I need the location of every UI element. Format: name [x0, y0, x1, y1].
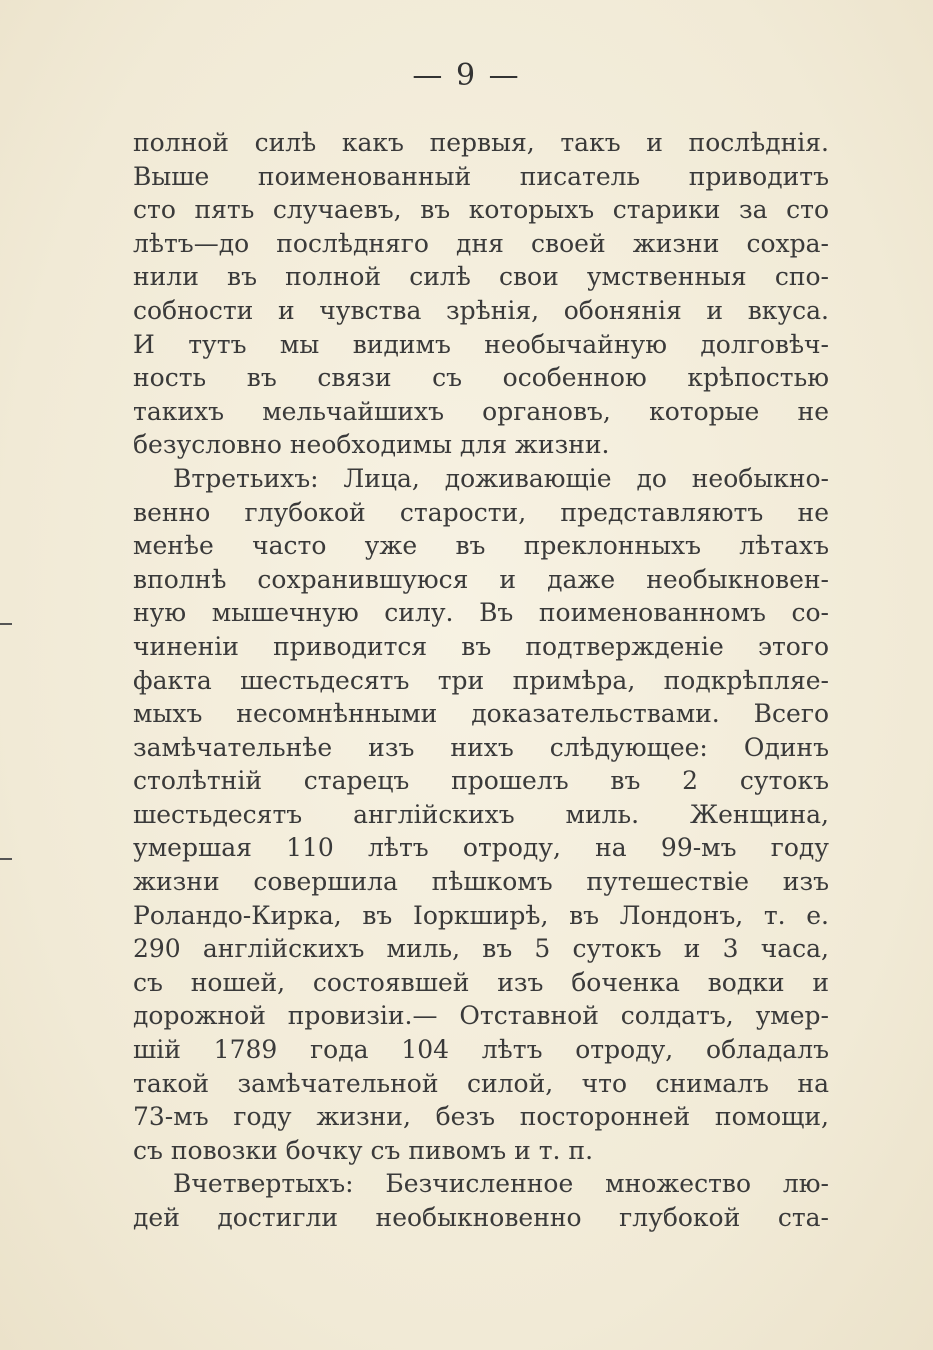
- text-line: менѣе часто уже въ преклонныхъ лѣтахъ: [133, 531, 829, 561]
- page-number: — 9 —: [412, 58, 521, 93]
- text-line: умершая 110 лѣтъ отроду, на 99-мъ году: [133, 833, 829, 863]
- margin-tick-mark: [0, 623, 12, 625]
- text-line: собности и чувства зрѣнія, обонянія и вкуса.: [133, 295, 829, 325]
- text-line: 290 англійскихъ миль, въ 5 сутокъ и 3 часа,: [133, 934, 829, 964]
- text-line: чиненіи приводится въ подтвержденіе этого: [133, 631, 829, 661]
- text-line: ность въ связи съ особенною крѣпостью: [133, 363, 829, 393]
- text-line: съ ношей, состоявшей изъ боченка водки и: [133, 967, 829, 997]
- paragraph-start-line: Вчетвертыхъ: Безчисленное множество лю-: [173, 1169, 829, 1199]
- text-line: полной силѣ какъ первыя, такъ и послѣднія.: [133, 128, 829, 157]
- text-line: мыхъ несомнѣнными доказательствами. Всего: [133, 699, 829, 729]
- margin-tick-mark: [0, 858, 12, 860]
- text-line: Выше поименованный писатель приводитъ: [133, 161, 829, 191]
- text-line: ную мышечную силу. Въ поименованномъ со-: [133, 598, 829, 628]
- text-line: факта шестьдесятъ три примѣра, подкрѣпляе-: [133, 665, 829, 695]
- text-line: И тутъ мы видимъ необычайную долговѣч-: [133, 329, 829, 359]
- text-line: шестьдесятъ англійскихъ миль. Женщина,: [133, 799, 829, 829]
- text-line: венно глубокой старости, представляютъ не: [133, 497, 829, 527]
- text-line: вполнѣ сохранившуюся и даже необыкновен-: [133, 564, 829, 594]
- paragraph-start-line: Втретьихъ: Лица, доживающіе до необыкно-: [173, 463, 829, 493]
- text-line: Роландо-Кирка, въ Іоркширѣ, въ Лондонъ, т. е.: [133, 900, 829, 930]
- text-line: замѣчательнѣе изъ нихъ слѣдующее: Одинъ: [133, 732, 829, 762]
- paragraph-end-line: съ повозки бочку съ пивомъ и т. п.: [133, 1135, 594, 1165]
- text-line: жизни совершила пѣшкомъ путешествіе изъ: [133, 867, 829, 897]
- text-line: сто пять случаевъ, въ которыхъ старики за сто: [133, 195, 829, 225]
- text-line: такихъ мельчайшихъ органовъ, которые не: [133, 396, 829, 426]
- text-line: лѣтъ—до послѣдняго дня своей жизни сохра-: [133, 228, 829, 258]
- text-line: нили въ полной силѣ свои умственныя спо-: [133, 262, 829, 292]
- text-line: дорожной провизіи.— Отставной солдатъ, умер-: [133, 1001, 829, 1031]
- text-line: 73-мъ году жизни, безъ посторонней помощи,: [133, 1102, 829, 1132]
- text-line: такой замѣчательной силой, что снималъ на: [133, 1068, 829, 1098]
- text-line: шій 1789 года 104 лѣтъ отроду, обладалъ: [133, 1035, 829, 1065]
- paragraph-end-line: безусловно необходимы для жизни.: [133, 430, 610, 460]
- body-text: [133, 126, 829, 1235]
- text-line: дей достигли необыкновенно глубокой ста-: [133, 1203, 829, 1232]
- text-line: столѣтній старецъ прошелъ въ 2 сутокъ: [133, 766, 829, 796]
